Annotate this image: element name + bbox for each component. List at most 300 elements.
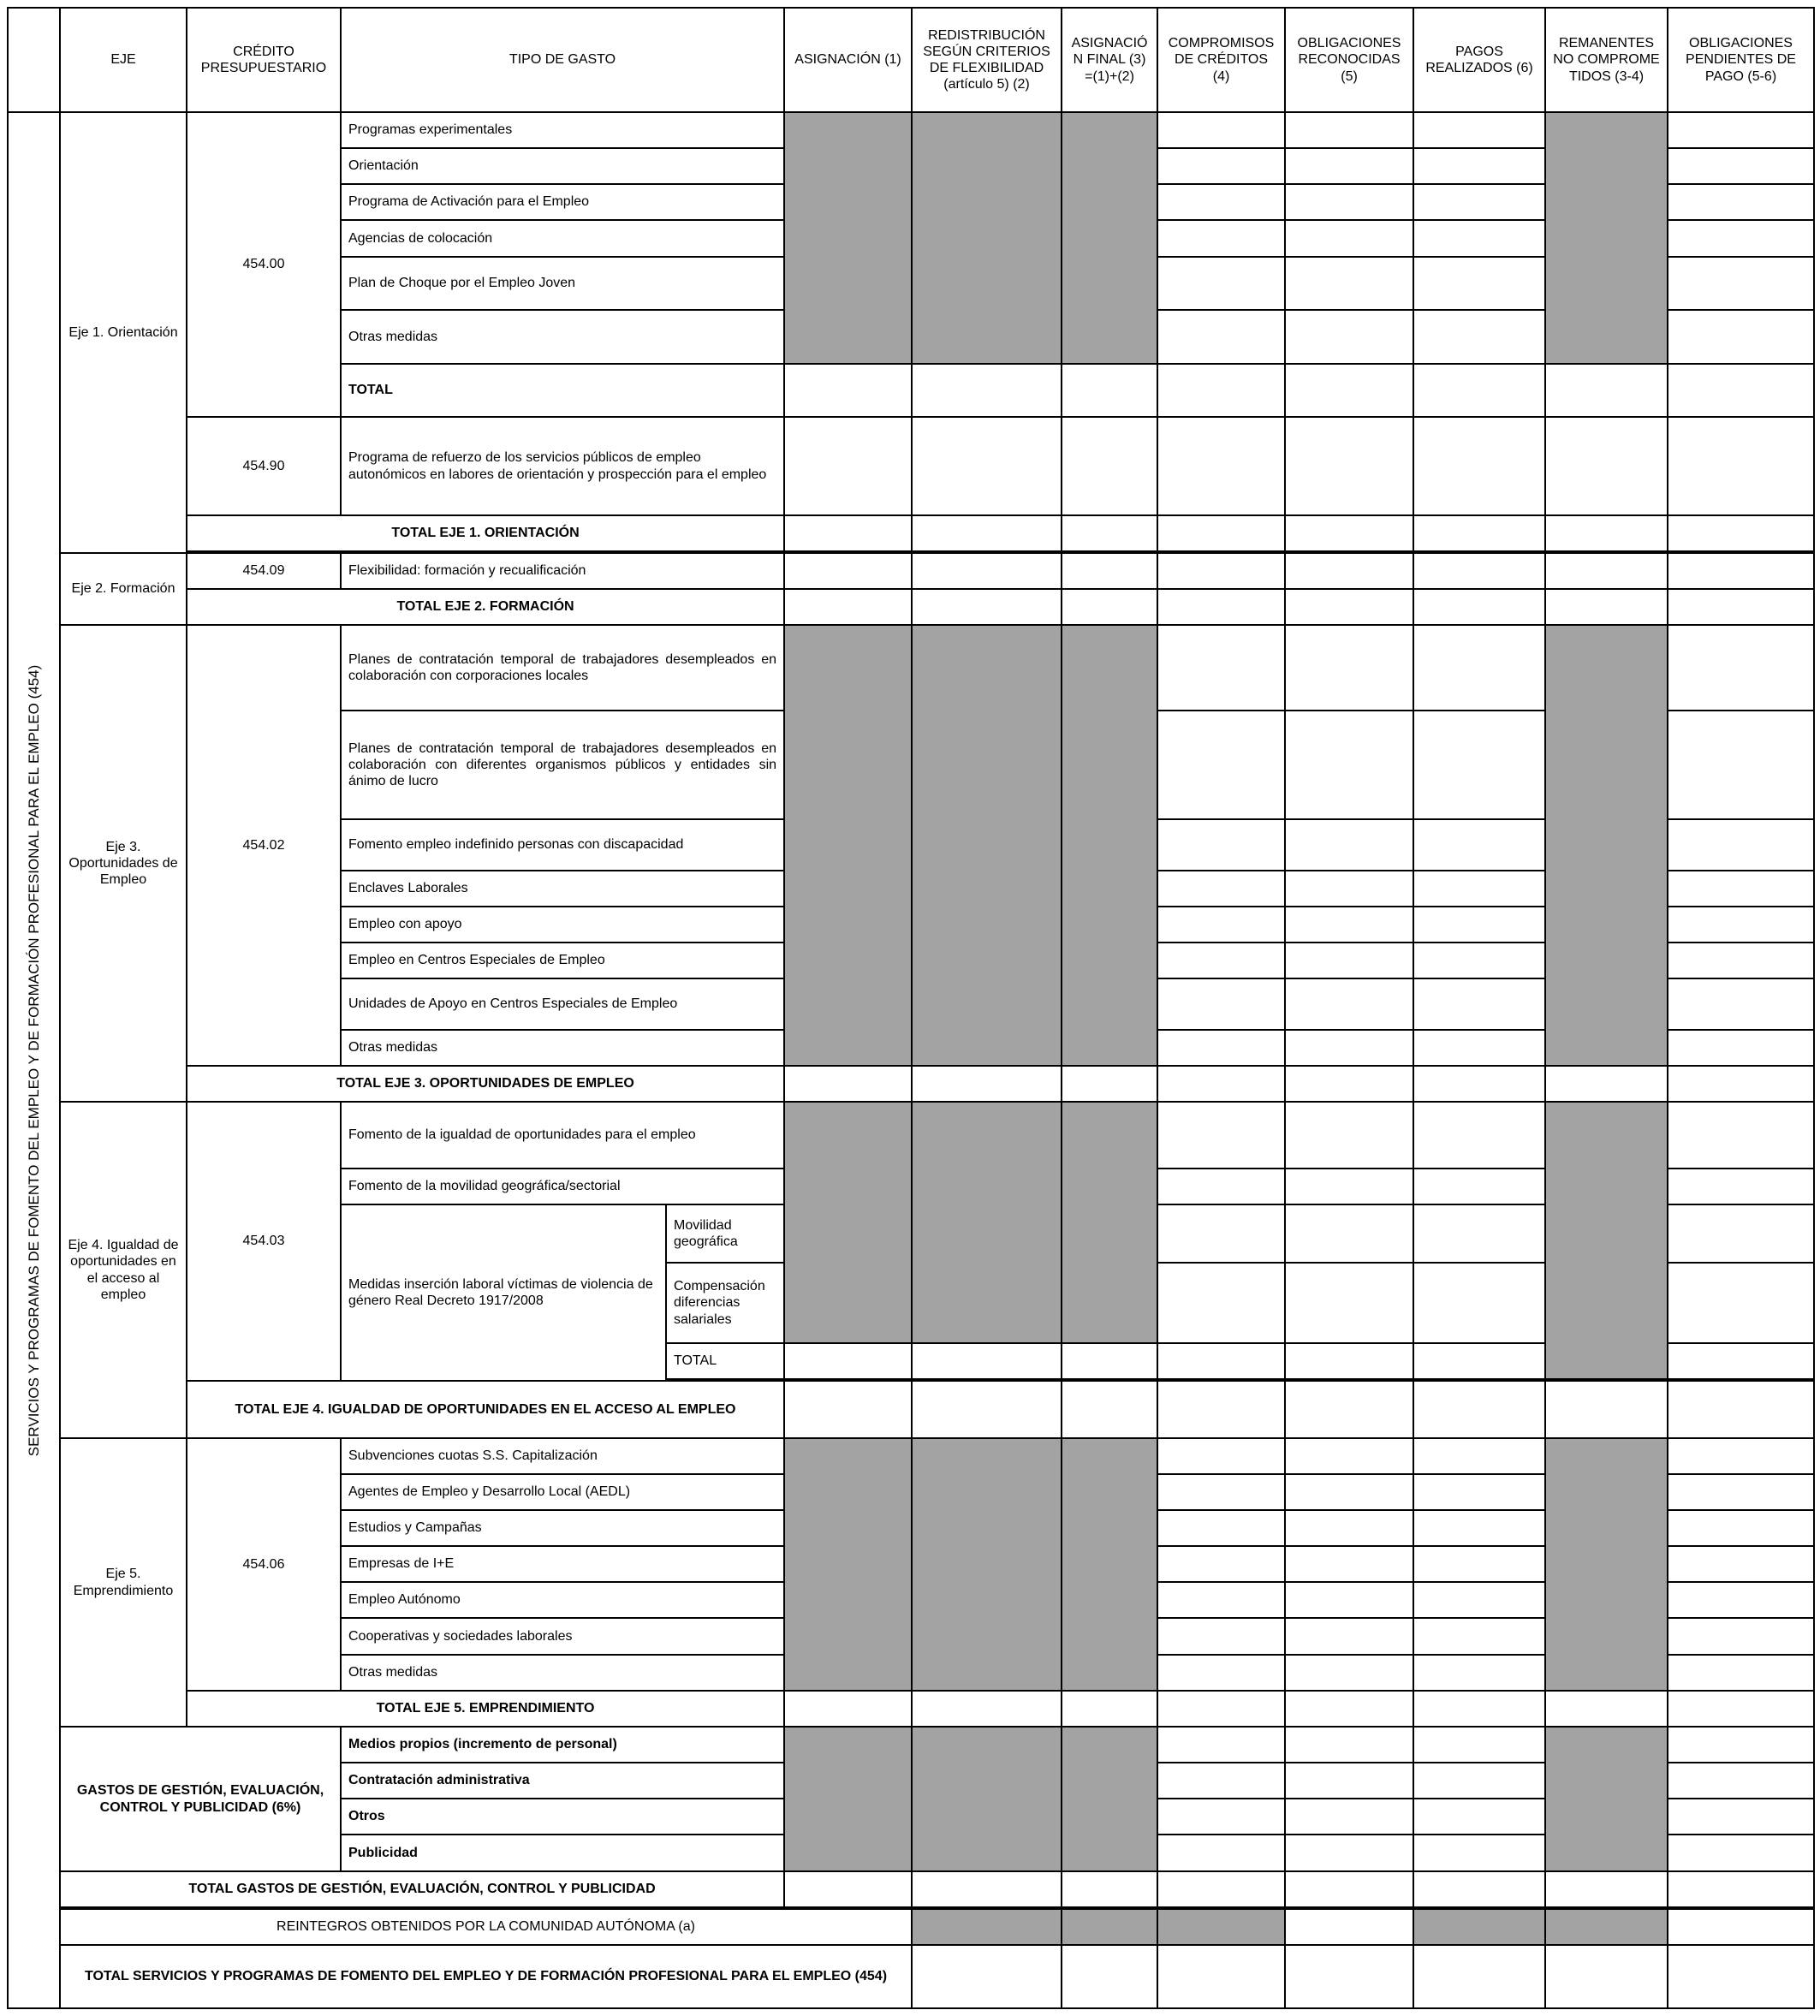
eje3-item: Unidades de Apoyo en Centros Especiales de Empleo — [341, 978, 784, 1030]
eje3-total-eje: TOTAL EJE 3. OPORTUNIDADES DE EMPLEO — [187, 1066, 784, 1102]
input-cell[interactable] — [1157, 1474, 1285, 1510]
shaded-cell — [912, 112, 1062, 364]
section-vertical-label — [8, 112, 60, 2008]
shaded-cell — [784, 1438, 912, 1691]
shaded-cell — [784, 625, 912, 1066]
input-cell[interactable] — [1157, 589, 1285, 625]
input-cell[interactable] — [1668, 1799, 1814, 1835]
eje1-item: Agencias de colocación — [341, 220, 784, 257]
input-cell[interactable] — [1545, 364, 1668, 417]
input-cell[interactable] — [1285, 1909, 1413, 1945]
eje1-item: Programa de Activación para el Empleo — [341, 184, 784, 220]
input-cell[interactable] — [784, 417, 912, 515]
input-cell[interactable] — [1413, 220, 1545, 257]
gestion-item: Otros — [341, 1799, 784, 1835]
input-cell[interactable] — [912, 1945, 1062, 2008]
input-cell[interactable] — [1545, 1945, 1668, 2008]
input-cell[interactable] — [1062, 515, 1157, 551]
input-cell[interactable] — [784, 1381, 912, 1438]
input-cell[interactable] — [1413, 1381, 1545, 1438]
input-cell[interactable] — [1285, 515, 1413, 551]
input-cell[interactable] — [1668, 1263, 1814, 1343]
shaded-cell — [784, 112, 912, 364]
input-cell[interactable] — [784, 515, 912, 551]
eje1-item: Orientación — [341, 148, 784, 184]
input-cell[interactable] — [1668, 417, 1814, 515]
input-cell[interactable] — [1668, 1381, 1814, 1438]
eje3-item: Enclaves Laborales — [341, 871, 784, 907]
input-cell[interactable] — [1157, 1510, 1285, 1546]
input-cell[interactable] — [1285, 978, 1413, 1030]
eje4-item: Fomento de la movilidad geográfica/sectorial — [341, 1169, 784, 1204]
input-cell[interactable] — [1157, 1030, 1285, 1066]
eje4-sub-item: Movilidad geográfica — [666, 1204, 784, 1263]
input-cell[interactable] — [1285, 553, 1413, 589]
input-cell[interactable] — [1413, 515, 1545, 551]
input-cell[interactable] — [1668, 364, 1814, 417]
header-asignacion-final: ASIGNACIÓN FINAL (3)=(1)+(2) — [1062, 8, 1157, 112]
input-cell[interactable] — [1413, 1727, 1545, 1763]
input-cell[interactable] — [1157, 1582, 1285, 1618]
input-cell[interactable] — [1157, 819, 1285, 871]
input-cell[interactable] — [1668, 1204, 1814, 1263]
input-cell[interactable] — [1668, 1727, 1814, 1763]
table-row — [8, 1727, 1814, 1763]
table-row — [8, 515, 1814, 551]
input-cell[interactable] — [1413, 1102, 1545, 1169]
header-compromisos: COMPROMISOS DE CRÉDITOS (4) — [1157, 8, 1285, 112]
input-cell[interactable] — [1668, 1510, 1814, 1546]
input-cell[interactable] — [1062, 1945, 1157, 2008]
input-cell[interactable] — [1157, 1945, 1285, 2008]
input-cell[interactable] — [1285, 112, 1413, 148]
input-cell[interactable] — [1157, 1381, 1285, 1438]
eje4-sub-item: TOTAL — [666, 1343, 784, 1379]
input-cell[interactable] — [1413, 1546, 1545, 1582]
shaded-cell — [1062, 1438, 1157, 1691]
input-cell[interactable] — [1413, 1030, 1545, 1066]
input-cell[interactable] — [1668, 1763, 1814, 1799]
table-row — [8, 1066, 1814, 1102]
eje3-item: Empleo con apoyo — [341, 907, 784, 943]
input-cell[interactable] — [1285, 184, 1413, 220]
input-cell[interactable] — [1157, 148, 1285, 184]
input-cell[interactable] — [912, 1066, 1062, 1102]
input-cell[interactable] — [1285, 220, 1413, 257]
input-cell[interactable] — [1413, 1343, 1545, 1379]
input-cell[interactable] — [1285, 625, 1413, 711]
shaded-cell — [912, 1438, 1062, 1691]
input-cell[interactable] — [912, 1381, 1062, 1438]
input-cell[interactable] — [1668, 1169, 1814, 1204]
input-cell[interactable] — [1668, 310, 1814, 364]
eje1-label: Eje 1. Orientación — [60, 112, 187, 553]
input-cell[interactable] — [1545, 417, 1668, 515]
input-cell[interactable] — [1413, 364, 1545, 417]
input-cell[interactable] — [1668, 1546, 1814, 1582]
input-cell[interactable] — [1157, 257, 1285, 310]
eje1-credit-a: 454.00 — [187, 112, 341, 417]
input-cell[interactable] — [1285, 1030, 1413, 1066]
shaded-cell — [1157, 1909, 1285, 1945]
eje1-item: Programas experimentales — [341, 112, 784, 148]
input-cell[interactable] — [1157, 417, 1285, 515]
input-cell[interactable] — [1157, 1691, 1285, 1727]
input-cell[interactable] — [1157, 1066, 1285, 1102]
input-cell[interactable] — [1545, 1381, 1668, 1438]
input-cell[interactable] — [1545, 1871, 1668, 1907]
table-row — [8, 1691, 1814, 1727]
input-cell[interactable] — [912, 515, 1062, 551]
input-cell[interactable] — [1668, 1871, 1814, 1907]
table-row — [8, 553, 1814, 589]
input-cell[interactable] — [1668, 871, 1814, 907]
input-cell[interactable] — [1157, 1546, 1285, 1582]
input-cell[interactable] — [1413, 1945, 1545, 2008]
input-cell[interactable] — [1668, 1474, 1814, 1510]
eje1-total: TOTAL — [341, 364, 784, 417]
input-cell[interactable] — [1285, 1763, 1413, 1799]
input-cell[interactable] — [1285, 1510, 1413, 1546]
header-eje: EJE — [60, 8, 187, 112]
input-cell[interactable] — [1668, 1945, 1814, 2008]
input-cell[interactable] — [1668, 625, 1814, 711]
input-cell[interactable] — [1157, 1102, 1285, 1169]
input-cell[interactable] — [1285, 943, 1413, 978]
input-cell[interactable] — [1285, 1474, 1413, 1510]
input-cell[interactable] — [1668, 1618, 1814, 1655]
input-cell[interactable] — [1668, 1835, 1814, 1871]
input-cell[interactable] — [1413, 907, 1545, 943]
shaded-cell — [1062, 1727, 1157, 1871]
input-cell[interactable] — [1545, 589, 1668, 625]
header-redistribucion: REDISTRIBUCIÓN SEGÚN CRITERIOS DE FLEXIBILIDAD (artículo 5) (2) — [912, 8, 1062, 112]
eje1-item-b: Programa de refuerzo de los servicios públicos de empleo autonómicos en labores de orientación y prospección para el empleo — [341, 417, 784, 515]
input-cell[interactable] — [1413, 1169, 1545, 1204]
input-cell[interactable] — [1157, 1169, 1285, 1204]
input-cell[interactable] — [1285, 819, 1413, 871]
input-cell[interactable] — [912, 1871, 1062, 1907]
grand-total-label: TOTAL SERVICIOS Y PROGRAMAS DE FOMENTO DEL EMPLEO Y DE FORMACIÓN PROFESIONAL PARA EL EMPLEO (454) — [60, 1945, 912, 2008]
header-tipo-gasto: TIPO DE GASTO — [341, 8, 784, 112]
input-cell[interactable] — [1285, 711, 1413, 819]
shaded-cell — [1545, 1909, 1668, 1945]
input-cell[interactable] — [1157, 711, 1285, 819]
input-cell[interactable] — [1668, 589, 1814, 625]
eje1-item: Plan de Choque por el Empleo Joven — [341, 257, 784, 310]
input-cell[interactable] — [1285, 417, 1413, 515]
input-cell[interactable] — [912, 553, 1062, 589]
input-cell[interactable] — [1413, 1799, 1545, 1835]
input-cell[interactable] — [1413, 1835, 1545, 1871]
input-cell[interactable] — [1157, 310, 1285, 364]
eje5-item: Agentes de Empleo y Desarrollo Local (AEDL) — [341, 1474, 784, 1510]
header-pagos: PAGOS REALIZADOS (6) — [1413, 8, 1545, 112]
input-cell[interactable] — [1285, 907, 1413, 943]
input-cell[interactable] — [1285, 1871, 1413, 1907]
eje5-item: Empresas de I+E — [341, 1546, 784, 1582]
input-cell[interactable] — [1157, 184, 1285, 220]
input-cell[interactable] — [1545, 1066, 1668, 1102]
input-cell[interactable] — [1157, 871, 1285, 907]
input-cell[interactable] — [1413, 1438, 1545, 1474]
input-cell[interactable] — [912, 1691, 1062, 1727]
input-cell[interactable] — [784, 1066, 912, 1102]
input-cell[interactable] — [1157, 978, 1285, 1030]
input-cell[interactable] — [1545, 1691, 1668, 1727]
input-cell[interactable] — [1668, 112, 1814, 148]
input-cell[interactable] — [1668, 943, 1814, 978]
eje2-item: Flexibilidad: formación y recualificación — [341, 553, 784, 589]
input-cell[interactable] — [1157, 1655, 1285, 1691]
eje2-total-eje: TOTAL EJE 2. FORMACIÓN — [187, 589, 784, 625]
input-cell[interactable] — [1285, 1066, 1413, 1102]
input-cell[interactable] — [1668, 819, 1814, 871]
input-cell[interactable] — [1285, 1799, 1413, 1835]
input-cell[interactable] — [1668, 553, 1814, 589]
input-cell[interactable] — [1285, 589, 1413, 625]
shaded-cell — [912, 1102, 1062, 1343]
eje3-label: Eje 3. Oportunidades de Empleo — [60, 625, 187, 1102]
eje5-label: Eje 5. Emprendimiento — [60, 1438, 187, 1727]
input-cell[interactable] — [1062, 1691, 1157, 1727]
input-cell[interactable] — [1413, 1510, 1545, 1546]
input-cell[interactable] — [1062, 1343, 1157, 1379]
eje4-sub-item: Compensación diferencias salariales — [666, 1263, 784, 1343]
input-cell[interactable] — [1413, 553, 1545, 589]
shaded-cell — [1413, 1909, 1545, 1945]
input-cell[interactable] — [1668, 978, 1814, 1030]
table-row — [8, 112, 1814, 148]
shaded-cell — [1062, 1909, 1157, 1945]
input-cell[interactable] — [1157, 1263, 1285, 1343]
input-cell[interactable] — [1413, 978, 1545, 1030]
header-blank — [8, 8, 60, 112]
input-cell[interactable] — [1157, 1618, 1285, 1655]
input-cell[interactable] — [1413, 1474, 1545, 1510]
input-cell[interactable] — [1062, 364, 1157, 417]
input-cell[interactable] — [1157, 625, 1285, 711]
input-cell[interactable] — [1413, 1263, 1545, 1343]
input-cell[interactable] — [1413, 711, 1545, 819]
input-cell[interactable] — [1668, 711, 1814, 819]
input-cell[interactable] — [1157, 1835, 1285, 1871]
input-cell[interactable] — [1285, 1381, 1413, 1438]
input-cell[interactable] — [1668, 1343, 1814, 1379]
input-cell[interactable] — [1062, 1066, 1157, 1102]
shaded-cell — [1545, 1102, 1668, 1379]
shaded-cell — [1062, 1102, 1157, 1343]
eje5-total-eje: TOTAL EJE 5. EMPRENDIMIENTO — [187, 1691, 784, 1727]
input-cell[interactable] — [1285, 1655, 1413, 1691]
eje5-item: Cooperativas y sociedades laborales — [341, 1618, 784, 1655]
eje4-total-eje: TOTAL EJE 4. IGUALDAD DE OPORTUNIDADES EN EL ACCESO AL EMPLEO — [187, 1381, 784, 1438]
shaded-cell — [912, 1727, 1062, 1871]
input-cell[interactable] — [1285, 871, 1413, 907]
budget-form-table — [7, 7, 1815, 2009]
shaded-cell — [784, 1102, 912, 1343]
eje5-item: Subvenciones cuotas S.S. Capitalización — [341, 1438, 784, 1474]
vertical-label-text: SERVICIOS Y PROGRAMAS DE FOMENTO DEL EMPLEO Y DE FORMACIÓN PROFESIONAL PARA EL EMPLEO (454) — [25, 664, 42, 1456]
eje4-item: Fomento de la igualdad de oportunidades para el empleo — [341, 1102, 784, 1169]
input-cell[interactable] — [1285, 1263, 1413, 1343]
shaded-cell — [1545, 1727, 1668, 1871]
input-cell[interactable] — [1413, 1204, 1545, 1263]
input-cell[interactable] — [1285, 148, 1413, 184]
input-cell[interactable] — [1413, 112, 1545, 148]
input-cell[interactable] — [912, 417, 1062, 515]
eje3-item: Fomento empleo indefinido personas con discapacidad — [341, 819, 784, 871]
input-cell[interactable] — [1413, 417, 1545, 515]
header-credito: CRÉDITO PRESUPUESTARIO — [187, 8, 341, 112]
input-cell[interactable] — [1285, 364, 1413, 417]
eje3-item: Empleo en Centros Especiales de Empleo — [341, 943, 784, 978]
input-cell[interactable] — [784, 1343, 912, 1379]
input-cell[interactable] — [1157, 1727, 1285, 1763]
input-cell[interactable] — [1285, 1945, 1413, 2008]
input-cell[interactable] — [1668, 1691, 1814, 1727]
input-cell[interactable] — [1285, 310, 1413, 364]
input-cell[interactable] — [1285, 257, 1413, 310]
input-cell[interactable] — [1413, 1871, 1545, 1907]
input-cell[interactable] — [1413, 943, 1545, 978]
input-cell[interactable] — [1413, 310, 1545, 364]
input-cell[interactable] — [1157, 112, 1285, 148]
gestion-item: Medios propios (incremento de personal) — [341, 1727, 784, 1763]
table-row — [8, 625, 1814, 711]
input-cell[interactable] — [1062, 1871, 1157, 1907]
input-cell[interactable] — [1285, 1727, 1413, 1763]
input-cell[interactable] — [1668, 1030, 1814, 1066]
table-row — [8, 417, 1814, 515]
input-cell[interactable] — [1668, 515, 1814, 551]
header-pendientes: OBLIGACIONES PENDIENTES DE PAGO (5-6) — [1668, 8, 1814, 112]
input-cell[interactable] — [784, 553, 912, 589]
gestion-item: Contratación administrativa — [341, 1763, 784, 1799]
table-row — [8, 1438, 1814, 1474]
eje2-label: Eje 2. Formación — [60, 553, 187, 625]
input-cell[interactable] — [1157, 1871, 1285, 1907]
input-cell[interactable] — [1285, 1343, 1413, 1379]
input-cell[interactable] — [1157, 515, 1285, 551]
input-cell[interactable] — [1413, 257, 1545, 310]
input-cell[interactable] — [1668, 1655, 1814, 1691]
eje3-item: Otras medidas — [341, 1030, 784, 1066]
table-row — [8, 1381, 1814, 1438]
input-cell[interactable] — [1285, 1169, 1413, 1204]
input-cell[interactable] — [1285, 1835, 1413, 1871]
input-cell[interactable] — [1668, 1909, 1814, 1945]
input-cell[interactable] — [1157, 220, 1285, 257]
input-cell[interactable] — [1413, 1066, 1545, 1102]
input-cell[interactable] — [1668, 1066, 1814, 1102]
input-cell[interactable] — [1062, 417, 1157, 515]
input-cell[interactable] — [1668, 220, 1814, 257]
input-cell[interactable] — [1285, 1102, 1413, 1169]
input-cell[interactable] — [1285, 1438, 1413, 1474]
input-cell[interactable] — [912, 1343, 1062, 1379]
header-obligaciones: OBLIGACIONES RECONOCIDAS (5) — [1285, 8, 1413, 112]
input-cell[interactable] — [1285, 1204, 1413, 1263]
input-cell[interactable] — [784, 1871, 912, 1907]
input-cell[interactable] — [1668, 1102, 1814, 1169]
header-row — [8, 8, 1814, 112]
gestion-item: Publicidad — [341, 1835, 784, 1871]
eje4-credit: 454.03 — [187, 1102, 341, 1381]
eje4-label: Eje 4. Igualdad de oportunidades en el acceso al empleo — [60, 1102, 187, 1438]
input-cell[interactable] — [1545, 553, 1668, 589]
input-cell[interactable] — [1157, 1799, 1285, 1835]
input-cell[interactable] — [1157, 1438, 1285, 1474]
input-cell[interactable] — [1413, 625, 1545, 711]
input-cell[interactable] — [1413, 148, 1545, 184]
input-cell[interactable] — [1157, 1343, 1285, 1379]
input-cell[interactable] — [1157, 364, 1285, 417]
eje3-item: Planes de contratación temporal de trabajadores desempleados en colaboración con diferentes organismos públicos y entidades sin ánimo de lucro — [341, 711, 784, 819]
input-cell[interactable] — [1157, 1204, 1285, 1263]
input-cell[interactable] — [1413, 819, 1545, 871]
input-cell[interactable] — [1285, 1691, 1413, 1727]
header-asignacion: ASIGNACIÓN (1) — [784, 8, 912, 112]
eje5-item: Estudios y Campañas — [341, 1510, 784, 1546]
eje1-total-eje: TOTAL EJE 1. ORIENTACIÓN — [187, 515, 784, 551]
shaded-cell — [1545, 625, 1668, 1066]
input-cell[interactable] — [1285, 1618, 1413, 1655]
input-cell[interactable] — [1413, 1618, 1545, 1655]
input-cell[interactable] — [1668, 184, 1814, 220]
shaded-cell — [784, 1727, 912, 1871]
input-cell[interactable] — [1413, 184, 1545, 220]
input-cell[interactable] — [1413, 1691, 1545, 1727]
input-cell[interactable] — [1668, 257, 1814, 310]
header-remanentes: REMANENTES NO COMPROMETIDOS (3-4) — [1545, 8, 1668, 112]
input-cell[interactable] — [1545, 515, 1668, 551]
shaded-cell — [1545, 1438, 1668, 1691]
input-cell[interactable] — [1157, 1763, 1285, 1799]
input-cell[interactable] — [1062, 589, 1157, 625]
input-cell[interactable] — [1413, 589, 1545, 625]
input-cell[interactable] — [784, 589, 912, 625]
gestion-label: GASTOS DE GESTIÓN, EVALUACIÓN, CONTROL Y PUBLICIDAD (6%) — [60, 1727, 341, 1871]
input-cell[interactable] — [912, 589, 1062, 625]
table-row — [8, 1102, 1814, 1169]
eje3-credit: 454.02 — [187, 625, 341, 1066]
input-cell[interactable] — [1668, 1582, 1814, 1618]
input-cell[interactable] — [1668, 148, 1814, 184]
input-cell[interactable] — [784, 364, 912, 417]
input-cell[interactable] — [1413, 1655, 1545, 1691]
shaded-cell — [1545, 112, 1668, 364]
input-cell[interactable] — [1285, 1582, 1413, 1618]
input-cell[interactable] — [1062, 553, 1157, 589]
input-cell[interactable] — [1413, 1763, 1545, 1799]
input-cell[interactable] — [1062, 1381, 1157, 1438]
input-cell[interactable] — [1668, 907, 1814, 943]
input-cell[interactable] — [1413, 1582, 1545, 1618]
input-cell[interactable] — [784, 1691, 912, 1727]
input-cell[interactable] — [1157, 943, 1285, 978]
input-cell[interactable] — [1668, 1438, 1814, 1474]
eje5-credit: 454.06 — [187, 1438, 341, 1691]
shaded-cell — [1062, 625, 1157, 1066]
eje2-credit: 454.09 — [187, 553, 341, 589]
input-cell[interactable] — [1157, 907, 1285, 943]
table-row — [8, 1909, 1814, 1945]
input-cell[interactable] — [1285, 1546, 1413, 1582]
input-cell[interactable] — [1157, 553, 1285, 589]
input-cell[interactable] — [912, 364, 1062, 417]
input-cell[interactable] — [1413, 871, 1545, 907]
